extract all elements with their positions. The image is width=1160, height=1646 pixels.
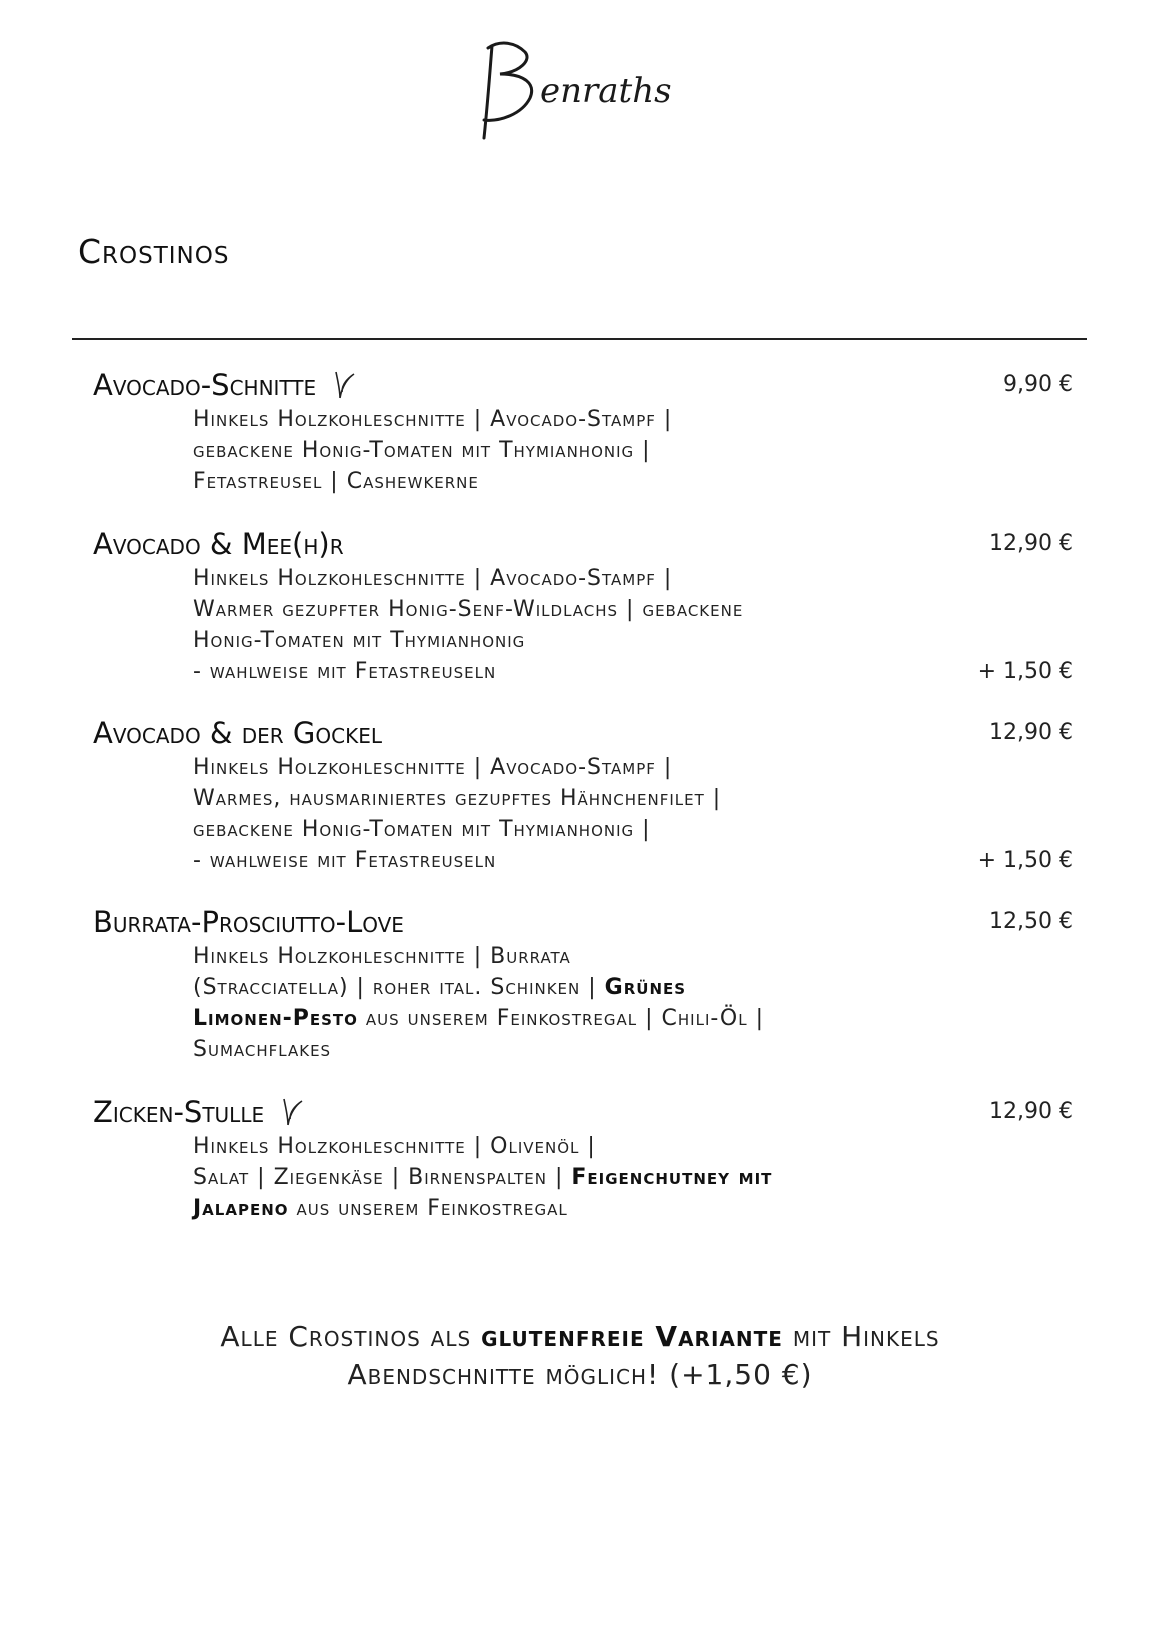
item-price: 12,90 € <box>989 1099 1073 1124</box>
item-description: Hinkels Holzkohleschnitte | Olivenöl | Salat | Ziegenkäse | Birnenspalten | Feigenchutney mit Jalapeno aus unserem Feinkostregal <box>193 1134 773 1221</box>
item-price: 12,50 € <box>989 909 1073 934</box>
item-name: Avocado & Mee(h)r <box>93 527 344 561</box>
item-price: 12,90 € <box>989 531 1073 556</box>
leaf-icon <box>278 1097 304 1127</box>
item-name: Avocado & der Gockel <box>93 716 382 750</box>
menu-item <box>93 716 1083 876</box>
item-name: Zicken-Stulle <box>93 1095 265 1129</box>
brand-logo <box>470 30 690 140</box>
item-price: 9,90 € <box>1003 372 1073 397</box>
menu-item <box>93 905 1083 1065</box>
item-name: Burrata-Prosciutto-Love <box>93 905 404 939</box>
section-title: Crostinos <box>78 232 230 271</box>
footer-note: Alle Crostinos als glutenfreie Variante mit Hinkels Abendschnitte möglich! (+1,50 €) <box>220 1320 940 1391</box>
divider <box>72 338 1087 340</box>
menu-item <box>93 1095 1083 1224</box>
svg-text:enraths: enraths <box>540 71 672 111</box>
item-name: Avocado-Schnitte <box>93 368 317 402</box>
benraths-script-logo <box>470 30 690 140</box>
item-description: Hinkels Holzkohleschnitte | Avocado-Stampf | Warmes, hausmariniertes gezupftes Hähnchenfilet | gebackene Honig-Tomaten mit Thymianhonig | - wahlweise mit Fetastreuseln <box>193 755 722 873</box>
menu-item <box>93 527 1083 687</box>
addon-price: + 1,50 € <box>977 659 1073 684</box>
menu-item <box>93 368 1083 497</box>
item-description: Hinkels Holzkohleschnitte | Avocado-Stampf | Warmer gezupfter Honig-Senf-Wildlachs | gebackene Honig-Tomaten mit Thymianhonig - wahlweise mit Fetastreuseln <box>193 566 744 684</box>
item-description: Hinkels Holzkohleschnitte | Burrata (Stracciatella) | roher ital. Schinken | Grünes Limonen-Pesto aus unserem Feinkostregal | Chili-Öl | Sumachflakes <box>193 944 765 1062</box>
leaf-icon <box>330 370 356 400</box>
addon-price: + 1,50 € <box>977 848 1073 873</box>
item-description: Hinkels Holzkohleschnitte | Avocado-Stampf | gebackene Honig-Tomaten mit Thymianhonig | Fetastreusel | Cashewkerne <box>193 407 673 494</box>
item-price: 12,90 € <box>989 720 1073 745</box>
